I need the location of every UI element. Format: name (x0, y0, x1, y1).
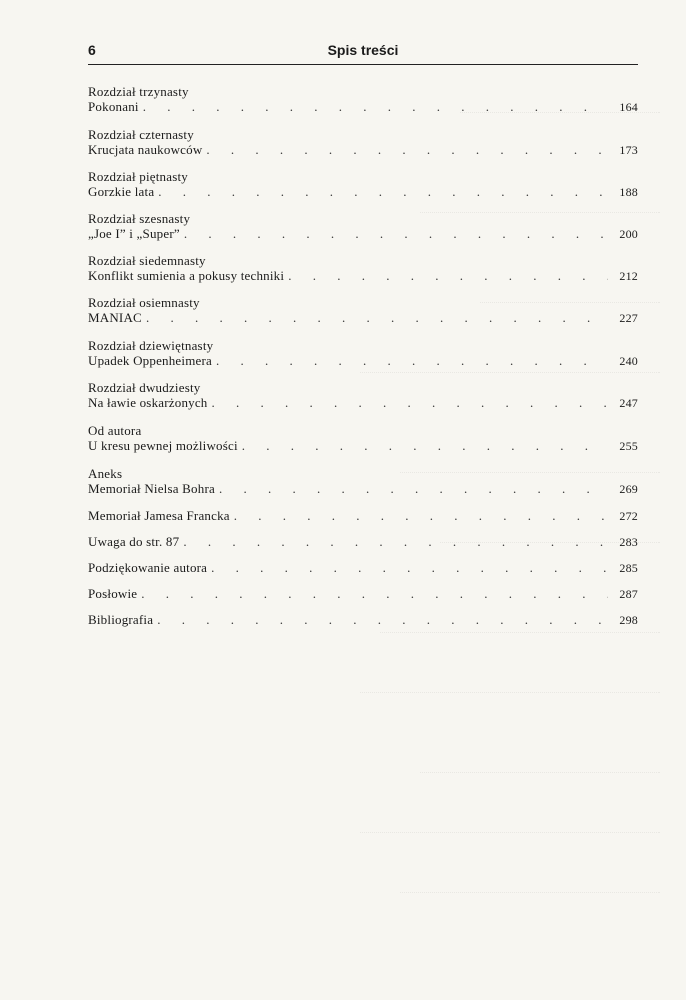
toc-chapter-title: Upadek Oppenheimera (88, 353, 212, 368)
toc-page-number: 200 (619, 227, 638, 241)
toc-entry-title: Uwaga do str. 87 (88, 534, 180, 549)
dot-leader (234, 508, 608, 523)
toc-chapter-label: Rozdział piętnasty (88, 169, 188, 184)
toc-entry-title: Bibliografia (88, 612, 154, 627)
toc-page-number: 227 (619, 311, 638, 325)
toc-chapter-label: Rozdział osiemnasty (88, 295, 200, 310)
toc-chapter-title: Pokonani (88, 99, 139, 114)
toc-entry (88, 84, 638, 115)
dot-leader (206, 142, 608, 157)
dot-leader (158, 184, 608, 199)
toc-page-number: 212 (619, 269, 638, 283)
dot-leader (212, 395, 608, 410)
toc-page-number: 285 (619, 561, 638, 575)
toc-page-number: 188 (619, 185, 638, 199)
toc-chapter-label: Rozdział trzynasty (88, 84, 189, 99)
toc-entry-title: Posłowie (88, 586, 138, 601)
toc-page-number: 173 (619, 143, 638, 157)
toc-page-number: 164 (619, 100, 638, 114)
toc-chapter-title: U kresu pewnej możliwości (88, 438, 238, 453)
toc-entry (88, 127, 638, 158)
toc-page-number: 269 (619, 482, 638, 496)
dot-leader (242, 438, 608, 453)
toc-page-number: 283 (619, 535, 638, 549)
toc-chapter-title: Gorzkie lata (88, 184, 155, 199)
page-number: 6 (88, 42, 96, 58)
toc-entry (88, 295, 638, 326)
toc-chapter-title: MANIAC (88, 310, 142, 325)
page-header (88, 40, 638, 65)
toc-entry (88, 508, 638, 524)
toc-entry (88, 380, 638, 411)
toc-chapter-label: Rozdział dziewiętnasty (88, 338, 214, 353)
dot-leader (288, 268, 608, 283)
dot-leader (219, 481, 608, 496)
toc-entry (88, 253, 638, 284)
toc-page-number: 298 (619, 613, 638, 627)
toc-entry (88, 586, 638, 602)
toc-chapter-label: Aneks (88, 466, 123, 481)
toc-chapter-label: Rozdział szesnasty (88, 211, 191, 226)
toc-chapter-label: Rozdział siedemnasty (88, 253, 206, 268)
toc-chapter-title: Memoriał Nielsa Bohra (88, 481, 215, 496)
toc-chapter-title: Na ławie oskarżonych (88, 395, 208, 410)
toc-chapter-title: Krucjata naukowców (88, 142, 203, 157)
dot-leader (184, 226, 608, 241)
toc-entry (88, 466, 638, 497)
toc-page-number: 287 (619, 587, 638, 601)
toc-chapter-title: Konflikt sumienia a pokusy techniki (88, 268, 285, 283)
running-title: Spis treści (327, 42, 399, 58)
toc-entry (88, 534, 638, 550)
dot-leader (211, 560, 608, 575)
toc-chapter-label: Od autora (88, 423, 142, 438)
dot-leader (143, 99, 608, 114)
toc-page-number: 247 (619, 396, 638, 410)
toc-entry-title: Memoriał Jamesa Francka (88, 508, 230, 523)
toc-page-number: 272 (619, 509, 638, 523)
toc-entry-title: Podziękowanie autora (88, 560, 208, 575)
dot-leader (141, 586, 608, 601)
toc-entry (88, 169, 638, 200)
toc-entry (88, 612, 638, 628)
dot-leader (216, 353, 608, 368)
toc-chapter-label: Rozdział dwudziesty (88, 380, 201, 395)
toc-entry (88, 423, 638, 454)
dot-leader (157, 612, 608, 627)
toc-chapter-title: „Joe I” i „Super” (88, 226, 180, 241)
toc-chapter-label: Rozdział czternasty (88, 127, 194, 142)
toc-entry (88, 211, 638, 242)
dot-leader (146, 310, 608, 325)
toc-entry (88, 560, 638, 576)
toc-entry (88, 338, 638, 369)
dot-leader (183, 534, 608, 549)
toc-page-number: 240 (619, 354, 638, 368)
toc-page-number: 255 (619, 439, 638, 453)
